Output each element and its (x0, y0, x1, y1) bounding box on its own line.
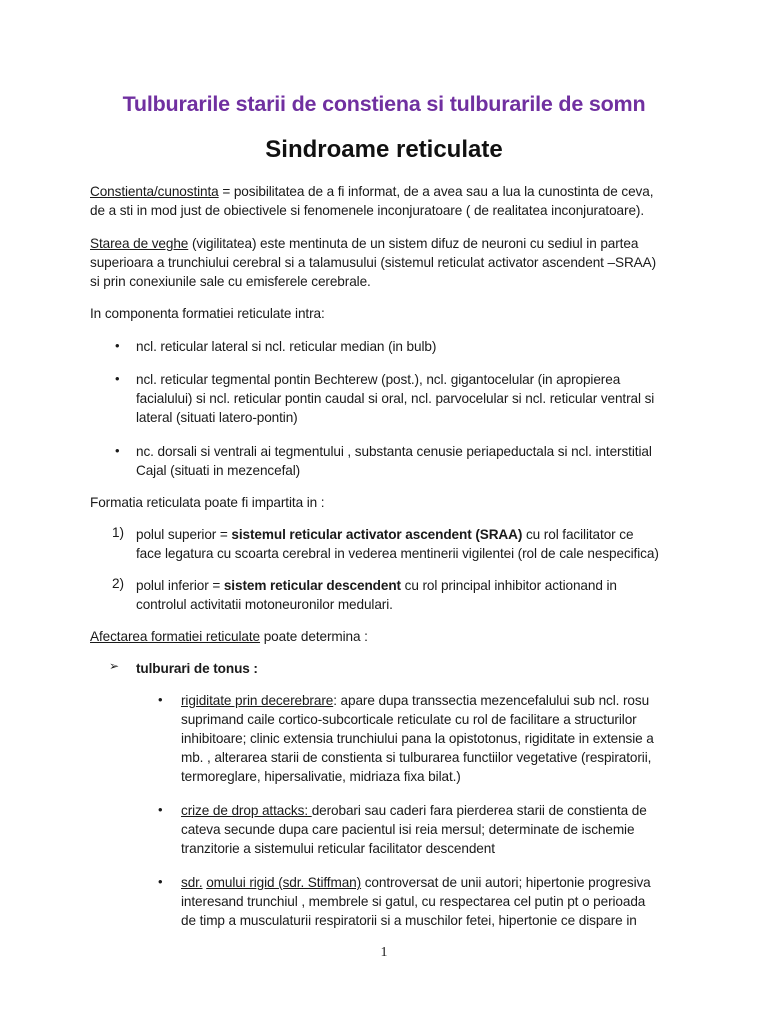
bullet-dot: • (158, 692, 163, 707)
page-number: 1 (380, 945, 388, 960)
paragraph-afectarea: Afectarea formatiei reticulate poate determina : (90, 629, 368, 644)
list-item: nc. dorsali si ventrali ai tegmentului , substanta cenusie periapeductala si ncl. interstitial Cajal (situati in mezencefal) (136, 444, 652, 478)
list-item: ncl. reticular tegmental pontin Bechterew (post.), ncl. gigantocelular (in apropierea facialului) si ncl. reticular pontin caudal si oral, ncl. parvocelular si ncl. reticular ventral si lateral (situati latero-pontin) (136, 372, 655, 425)
term-starea-de-veghe: Starea de veghe (90, 236, 189, 251)
bullet-dot: • (158, 874, 163, 889)
paragraph-formatia: Formatia reticulata poate fi impartita in : (90, 495, 325, 510)
paragraph-componenta: In componenta formatiei reticulate intra: (90, 306, 325, 321)
term-afectarea: Afectarea formatiei reticulate (90, 629, 261, 644)
sub-list-item: crize de drop attacks: derobari sau caderi fara pierderea starii de constienta de cateva secunde dupa care pacientul isi reia mersul; determinate de ischemie tranzitorie a sistemului reticular facilitator descendent (181, 803, 647, 856)
bullet-dot: • (115, 443, 120, 458)
document-title: Tulburarile starii de constiena si tulburarile de somn (122, 92, 646, 116)
arrow-item-label: tulburari de tonus : (136, 661, 258, 676)
arrow-bullet-icon: ➢ (109, 659, 120, 673)
sub-list-item: sdr. omului rigid (sdr. Stiffman) controversat de unii autori; hipertonie progresiva interesand trunchiul , membrele si gatul, cu respectarea cel putin pt o perioada de timp a musculaturii respiratorii si a muschilor fetei, hipertonie ce dispare in (181, 875, 651, 928)
bullet-dot: • (115, 371, 120, 386)
numbered-item: polul superior = sistemul reticular activator ascendent (SRAA) cu rol facilitator ce face legatura cu scoarta cerebral in vederea mentinerii vigilentei (rol de cale nespecifica) (136, 527, 659, 561)
sub-list-item: rigiditate prin decerebrare: apare dupa transsectia mezencefalului sub ncl. rosu suprimand caile cortico-subcorticale reticulate cu rol de facilitare a structurilor inhibitoare; clinic extensia trunchiului pana la opistotonus, rigiditate in extensie a mb. , alterarea starii de constienta si tulburarea functiilor vegetative (respiratorii, termoreglare, hipersalivatie, midriaza fixa bilat.) (181, 693, 654, 784)
bullet-dot: • (158, 802, 163, 817)
paragraph-constienta: Constienta/cunostinta = posibilitatea de a fi informat, de a avea sau a lua la cunostinta de ceva, de a sti in mod just de obiectivele si fenomenele inconjuratoare ( de realitatea inconjuratoare). (90, 184, 654, 218)
list-number: 2) (112, 576, 125, 591)
term-constienta: Constienta/cunostinta (90, 184, 219, 199)
section-heading: Sindroame reticulate (265, 136, 503, 163)
list-number: 1) (112, 525, 125, 540)
paragraph-starea-de-veghe: Starea de veghe (vigilitatea) este mentinuta de un sistem difuz de neuroni cu sediul in partea superioara a trunchiului cerebral si a talamusului (sistemul reticulat activator ascendent –SRAA) si prin conexiunile sale cu emisferele cerebrale. (90, 236, 657, 289)
numbered-item: polul inferior = sistem reticular descendent cu rol principal inhibitor actionand in controlul activitatii motoneuronilor medulari. (136, 578, 617, 612)
list-item: ncl. reticular lateral si ncl. reticular median (in bulb) (136, 339, 437, 354)
bullet-dot: • (115, 338, 120, 353)
